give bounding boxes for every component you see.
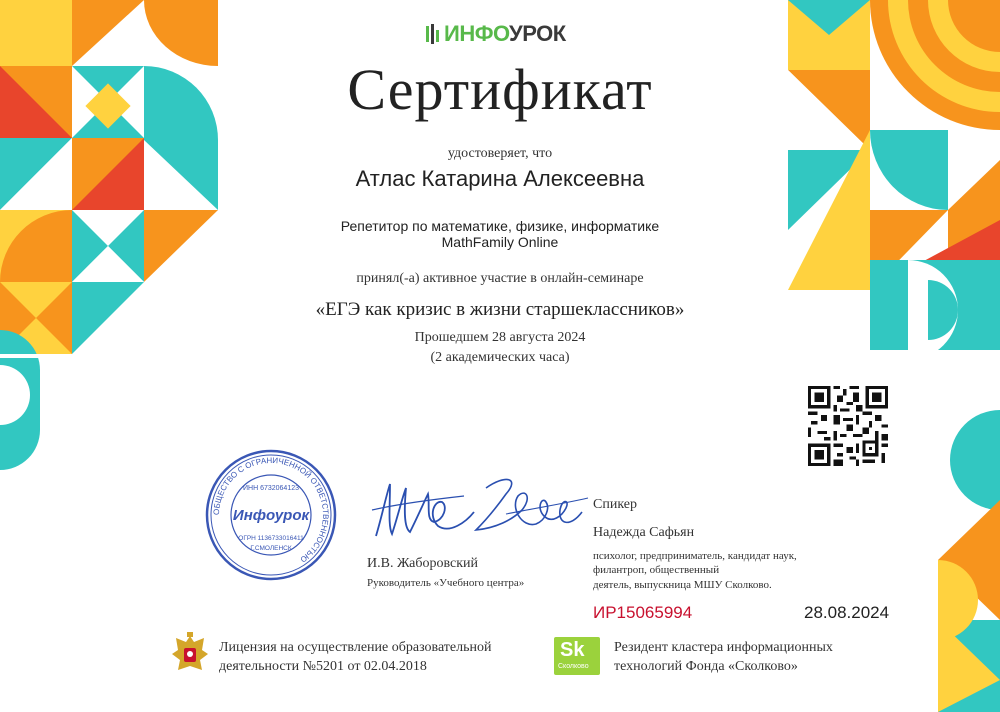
skolkovo-logo — [554, 637, 600, 675]
skolkovo-sk-text: Sk — [560, 639, 585, 661]
stamp-ogrn: ОГРН 1136733016411 — [238, 535, 304, 542]
speaker-description-1: психолог, предприниматель, кандидат наук, — [593, 550, 797, 562]
resident-line-1: Резидент кластера информационных — [614, 640, 833, 655]
certifies-text: удостоверяет, что — [447, 146, 553, 161]
director-signature — [368, 476, 478, 546]
logo-bars-icon — [426, 24, 440, 44]
speaker-description-3: деятель, выпускница МШУ Сколково. — [593, 579, 772, 591]
speaker-signature — [466, 468, 590, 550]
license-line-2: деятельности №5201 от 02.04.2018 — [219, 659, 427, 674]
stamp-ring-text: ОБЩЕСТВО С ОГРАНИЧЕННОЙ ОТВЕТСТВЕННОСТЬЮ — [211, 455, 331, 565]
held-date-text: Прошедшем 28 августа 2024 — [414, 330, 586, 345]
logo-text: ИНФОУРОК — [444, 21, 566, 46]
stamp-city: Г.СМОЛЕНСК — [250, 545, 292, 552]
russia-coat-of-arms-icon — [170, 632, 210, 678]
academic-hours: (2 академических часа) — [430, 350, 570, 365]
speaker-description-2: филантроп, общественный — [593, 564, 720, 576]
certificate-number: ИР15065994 — [593, 603, 693, 622]
speaker-label: Спикер — [593, 497, 637, 512]
qr-code[interactable] — [808, 386, 888, 466]
participation-text: принял(-а) активное участие в онлайн-семинаре — [356, 271, 644, 286]
organization-stamp — [204, 448, 338, 582]
infourok-logo — [426, 22, 566, 46]
recipient-organization: MathFamily Online — [441, 234, 559, 250]
stamp-inn: ИНН 6732064123 — [242, 485, 300, 492]
certificate-date: 28.08.2024 — [804, 603, 890, 622]
seminar-title: «ЕГЭ как кризис в жизни старшеклассников» — [315, 299, 685, 320]
recipient-name: Атлас Катарина Алексеевна — [355, 166, 645, 191]
resident-line-2: технологий Фонда «Сколково» — [614, 659, 798, 674]
stamp-center-text: Инфоурок — [232, 507, 310, 524]
certificate-title: Сертификат — [347, 57, 653, 122]
director-role: Руководитель «Учебного центра» — [367, 577, 525, 589]
skolkovo-word-text: Сколково — [558, 663, 589, 670]
license-line-1: Лицензия на осуществление образовательной — [219, 640, 492, 655]
director-name: И.В. Жаборовский — [367, 556, 479, 571]
recipient-position: Репетитор по математике, физике, информатике — [340, 218, 660, 234]
speaker-name: Надежда Сафьян — [593, 525, 695, 540]
